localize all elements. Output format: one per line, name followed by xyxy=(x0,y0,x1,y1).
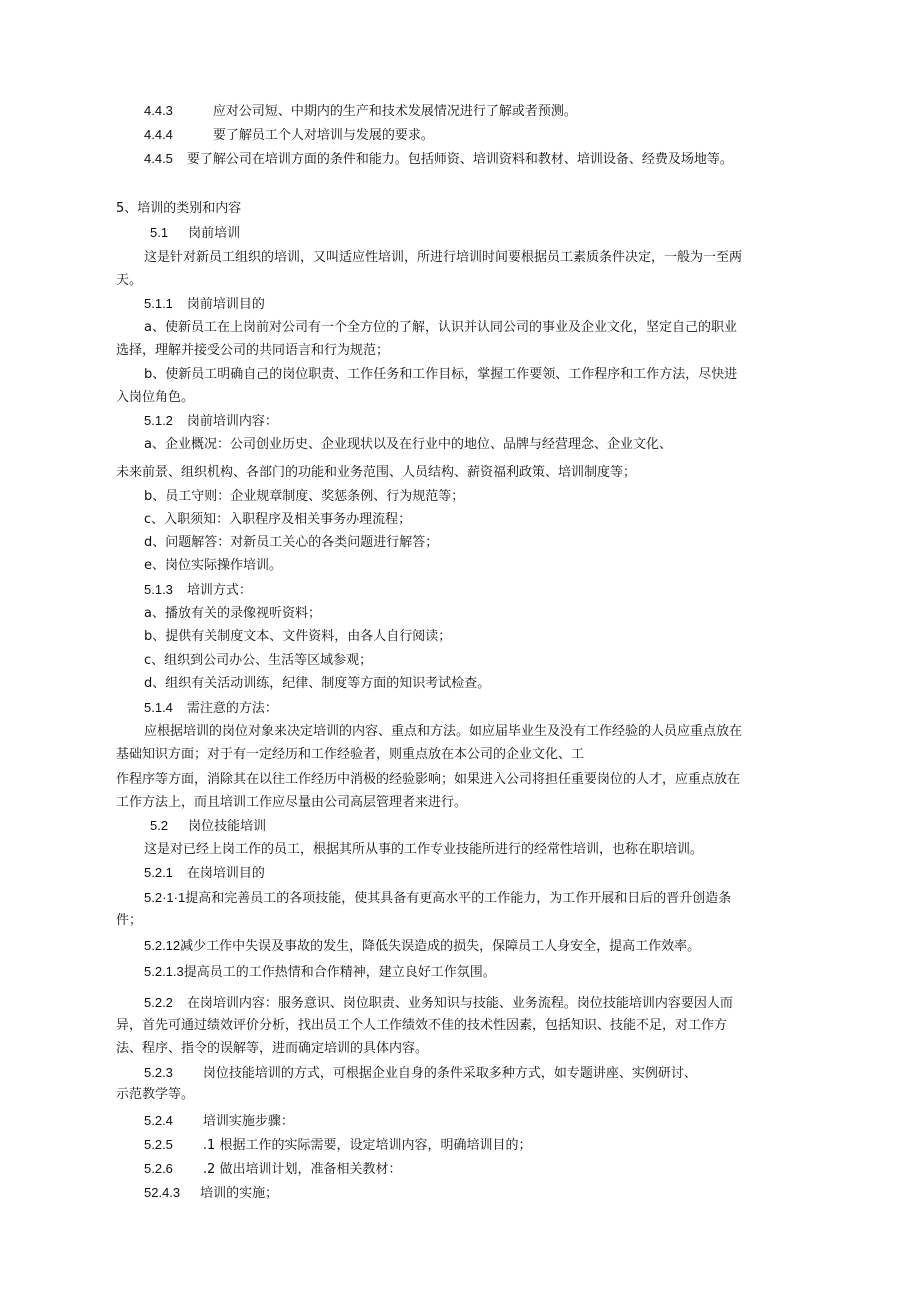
item-5-2-1-1 xyxy=(144,889,731,908)
paragraph-line: b、使新员工明确自己的岗位职责、工作任务和工作目标，掌握工作要领、工作程序和工作方法，尽快进 xyxy=(144,367,738,382)
heading-5-1-2 xyxy=(144,412,278,431)
paragraph-line: 未来前景、组织机构、各部门的功能和业务范围、人员结构、薪资福利政策、培训制度等； xyxy=(116,465,637,480)
section-number: 5.2 xyxy=(150,818,169,833)
paragraph-line: 件； xyxy=(116,913,143,928)
section-number: 5.1.3 xyxy=(144,582,173,597)
paragraph-line: 法、程序、指令的误解等，进而确定培训的具体内容。 xyxy=(116,1041,429,1056)
item-4-4-3 xyxy=(144,102,577,121)
list-item: a、播放有关的录像视听资料； xyxy=(144,606,321,621)
section-number: 5.1 xyxy=(150,225,169,240)
paragraph-text: .1 根据工作的实际需要，设定培训内容，明确培训目的； xyxy=(202,1138,532,1153)
heading-text: 岗前培训 xyxy=(188,226,241,241)
item-4-4-4 xyxy=(144,126,434,145)
paragraph-text: 在岗培训内容：服务意识、岗位职责、业务知识与技能、业务流程。岗位技能培训内容要因人而 xyxy=(186,996,733,1011)
item-5-2-1-2 xyxy=(144,937,700,956)
item-5-2-5 xyxy=(144,1136,531,1155)
heading-text: 岗位技能培训 xyxy=(188,819,267,834)
subsection-heading-5-2 xyxy=(150,817,266,836)
section-number: 4.4.5 xyxy=(144,151,173,166)
heading-text: 在岗培训目的 xyxy=(186,866,265,881)
paragraph-line: 工作方法上，而且培训工作应尽量由公司高层管理者来进行。 xyxy=(116,795,468,810)
paragraph-line: 天。 xyxy=(116,273,143,288)
heading-text: 岗前培训目的 xyxy=(186,297,265,312)
paragraph-text: 减少工作中失误及事故的发生，降低失误造成的损失，保障员工人身安全，提高工作效率。 xyxy=(180,939,701,954)
list-item: b、员工守则：企业规章制度、奖惩条例、行为规范等； xyxy=(144,489,465,504)
item-5-2-4 xyxy=(144,1112,294,1131)
item-5-2-3 xyxy=(144,1064,697,1083)
list-item: e、岗位实际操作培训。 xyxy=(144,558,282,573)
paragraph-text: 提高和完善员工的各项技能，使其具备有更高水平的工作能力，为工作开展和日后的晋升创造条 xyxy=(185,891,732,906)
section-number: 5.2·1·1 xyxy=(144,890,186,905)
section-number: 5.2.4 xyxy=(144,1113,173,1128)
paragraph-line: 异，首先可通过绩效评价分析，找出员工个人工作绩效不佳的技术性因素，包括知识、技能不足，对工作方 xyxy=(116,1018,728,1033)
heading-5-1-4 xyxy=(144,699,278,718)
section-number: 5.2.2 xyxy=(144,995,173,1010)
section-number: 52.4.3 xyxy=(144,1185,181,1200)
paragraph-line: 入岗位角色。 xyxy=(116,390,195,405)
paragraph-text: 要了解员工个人对培训与发展的要求。 xyxy=(212,128,434,143)
paragraph-text: 培训的实施； xyxy=(200,1186,279,1201)
paragraph-line: 作程序等方面，消除其在以往工作经历中消极的经验影响；如果进入公司将担任重要岗位的人才，应重点放在 xyxy=(116,772,741,787)
paragraph-text: 要了解公司在培训方面的条件和能力。包括师资、培训资料和教材、培训设备、经费及场地等。 xyxy=(186,152,733,167)
heading-text: 培训方式： xyxy=(186,583,252,598)
item-5-2-1-3 xyxy=(144,963,496,982)
list-item: b、提供有关制度文本、文件资料，由各人自行阅读； xyxy=(144,629,452,644)
paragraph-line: 应根据培训的岗位对象来决定培训的内容、重点和方法。如应届毕业生及没有工作经验的人员应重点放在 xyxy=(144,724,743,739)
section-number: 5.2.1.3 xyxy=(144,964,184,979)
paragraph-line: 这是针对新员工组织的培训，又叫适应性培训，所进行培训时间要根据员工素质条件决定，一般为一至两 xyxy=(144,250,743,265)
paragraph-text: 培训实施步骤： xyxy=(202,1114,294,1129)
list-item: c、入职须知：入职程序及相关事务办理流程； xyxy=(144,512,412,527)
section-number: 5.2.3 xyxy=(144,1065,173,1080)
paragraph-line: 这是对已经上岗工作的员工，根据其所从事的工作专业技能所进行的经常性培训，也称在职培训。 xyxy=(144,842,704,857)
paragraph-line: a、使新员工在上岗前对公司有一个全方位的了解，认识并认同公司的事业及企业文化，坚定自己的职业 xyxy=(144,320,737,335)
paragraph-text: 提高员工的工作热情和合作精神，建立良好工作氛围。 xyxy=(183,965,496,980)
paragraph-text: 应对公司短、中期内的生产和技术发展情况进行了解或者预测。 xyxy=(212,104,577,119)
section-heading-5: 5、培训的类别和内容 xyxy=(116,201,242,216)
section-number: 5.1.4 xyxy=(144,700,173,715)
heading-5-1-3 xyxy=(144,581,252,600)
list-item: c、组织到公司办公、生活等区域参观； xyxy=(144,653,373,668)
heading-5-1-1 xyxy=(144,295,265,314)
list-item: d、问题解答：对新员工关心的各类问题进行解答； xyxy=(144,535,439,550)
item-52-4-3 xyxy=(144,1184,278,1203)
section-number: 4.4.4 xyxy=(144,127,173,142)
paragraph-line: 示范教学等。 xyxy=(116,1087,195,1102)
section-number: 5.2.5 xyxy=(144,1137,173,1152)
list-item: d、组织有关活动训练，纪律、制度等方面的知识考试检查。 xyxy=(144,676,491,691)
section-number: 5.2.6 xyxy=(144,1161,173,1176)
section-number: 4.4.3 xyxy=(144,103,173,118)
paragraph-line: 基础知识方面；对于有一定经历和工作经验者，则重点放在本公司的企业文化、工 xyxy=(116,747,585,762)
section-number: 5.2.1 xyxy=(144,865,173,880)
paragraph-text: 岗位技能培训的方式，可根据企业自身的条件采取多种方式，如专题讲座、实例研讨、 xyxy=(202,1066,697,1081)
paragraph-line: 选择，理解并接受公司的共同语言和行为规范； xyxy=(116,343,390,358)
paragraph-text: .2 做出培训计划，准备相关教材： xyxy=(202,1162,402,1177)
list-item: a、企业概况：公司创业历史、企业现状以及在行业中的地位、品牌与经营理念、企业文化、 xyxy=(144,437,672,452)
section-number: 5.2.12 xyxy=(144,938,181,953)
section-number: 5.1.2 xyxy=(144,413,173,428)
subsection-heading-5-1 xyxy=(150,224,240,243)
section-number: 5.1.1 xyxy=(144,296,173,311)
item-5-2-6 xyxy=(144,1160,401,1179)
item-5-2-2 xyxy=(144,994,733,1013)
heading-text: 岗前培训内容： xyxy=(186,414,278,429)
heading-text: 需注意的方法： xyxy=(186,701,278,716)
heading-5-2-1 xyxy=(144,864,265,883)
item-4-4-5 xyxy=(144,150,733,169)
